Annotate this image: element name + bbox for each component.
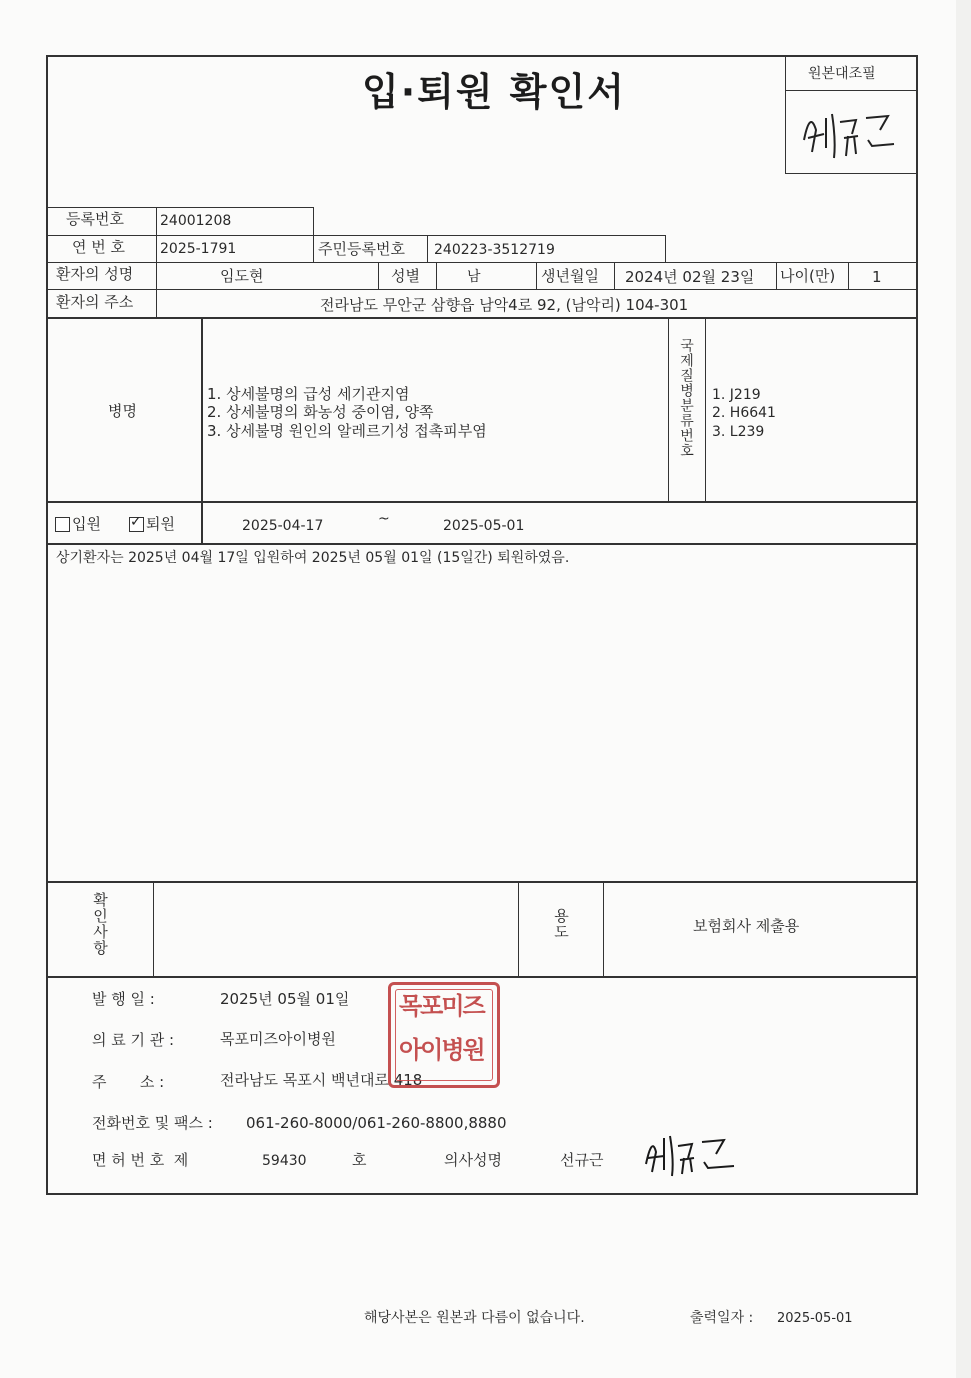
row1-right xyxy=(313,207,314,235)
diagnosis-label: 병명 xyxy=(108,402,137,420)
row3-top xyxy=(46,262,918,263)
issuer-address: 전라남도 목포시 백년대로 418 xyxy=(220,1071,423,1089)
row3-div2 xyxy=(378,262,379,289)
row3-div3 xyxy=(436,262,437,289)
seal-glyphs-bottom: 아이병원 xyxy=(399,1036,484,1064)
icd-code: 1. J219 xyxy=(712,387,761,403)
age-label: 나이(만) xyxy=(780,267,836,285)
admit-label: 입원 xyxy=(72,515,101,533)
discharge-label: 퇴원 xyxy=(146,515,175,533)
icd-code: 3. L239 xyxy=(712,424,765,440)
address-label: 환자의 주소 xyxy=(56,293,134,311)
birth-label: 생년월일 xyxy=(541,267,599,285)
stay-top xyxy=(46,501,918,503)
row2-div3 xyxy=(427,235,428,262)
body-text: 상기환자는 2025년 04월 17일 입원하여 2025년 05월 01일 (15일간) 퇴원하였음. xyxy=(56,550,570,566)
row3-div5 xyxy=(614,262,615,289)
row2-right xyxy=(665,235,666,262)
stay-to: 2025-05-01 xyxy=(443,518,525,534)
confirm-div3 xyxy=(603,881,604,977)
frame-right xyxy=(916,55,918,1195)
confirm-bottom xyxy=(46,976,918,978)
seal-glyphs-top: 목포미즈 xyxy=(399,992,484,1020)
doctor-signature xyxy=(640,1130,740,1180)
row3-div4 xyxy=(536,262,537,289)
row2-div1 xyxy=(156,235,157,262)
patient-address: 전라남도 무안군 삼향읍 남악4로 92, (남악리) 104-301 xyxy=(320,296,689,314)
age: 1 xyxy=(872,268,882,286)
stay-tilde: ~ xyxy=(378,511,390,527)
license-no: 59430 xyxy=(262,1153,307,1169)
patient-name: 임도현 xyxy=(220,267,264,285)
diag-div1 xyxy=(201,317,203,543)
phone-label: 전화번호 및 팩스 : xyxy=(92,1114,213,1132)
diagnosis-item: 2. 상세불명의 화농성 중이염, 양쪽 xyxy=(207,403,434,421)
institution: 목포미즈아이병원 xyxy=(220,1030,336,1048)
institution-label: 의 료 기 관 : xyxy=(92,1031,175,1049)
print-date: 2025-05-01 xyxy=(777,1311,853,1326)
sex-label: 성별 xyxy=(391,267,420,285)
diag-div2 xyxy=(668,317,669,502)
reg-no: 24001208 xyxy=(160,213,232,229)
diagnosis-item: 3. 상세불명 원인의 알레르기성 접촉피부염 xyxy=(207,422,487,440)
issuer-address-label: 주 소 : xyxy=(92,1073,165,1091)
serial-label: 연 번 호 xyxy=(72,238,126,256)
license-label: 면 허 번 호 제 xyxy=(92,1151,189,1169)
serial: 2025-1791 xyxy=(160,241,237,257)
phone: 061-260-8000/061-260-8800,8880 xyxy=(246,1114,507,1132)
diagnosis-item: 1. 상세불명의 급성 세기관지염 xyxy=(207,385,410,403)
row3-div6 xyxy=(776,262,777,289)
reg-no-label: 등록번호 xyxy=(66,210,124,228)
row2-div2 xyxy=(313,235,314,262)
row2-top xyxy=(46,235,666,236)
issue-date-label: 발 행 일 : xyxy=(92,990,155,1008)
resident-no: 240223-3512719 xyxy=(434,242,555,258)
icd-code-label: 국제질병분류번호 xyxy=(678,338,694,458)
diag-div3 xyxy=(705,317,706,502)
doctor-name: 선규근 xyxy=(560,1151,604,1169)
doctor-label: 의사성명 xyxy=(444,1151,502,1169)
row4-div1 xyxy=(156,289,157,317)
resident-label: 주민등록번호 xyxy=(318,240,405,258)
row1-top xyxy=(46,207,314,208)
original-box-signature xyxy=(796,100,906,166)
row1-div xyxy=(156,207,157,235)
stay-from: 2025-04-17 xyxy=(242,518,324,534)
hospital-seal xyxy=(388,982,500,1088)
icd-code: 2. H6641 xyxy=(712,405,776,421)
issue-date: 2025년 05월 01일 xyxy=(220,990,350,1008)
confirm-div2 xyxy=(518,881,519,977)
purpose-label: 용도 xyxy=(552,908,570,940)
admit-checkbox[interactable] xyxy=(55,517,70,532)
orig-box-bottom xyxy=(785,173,916,174)
diag-top xyxy=(46,317,918,319)
orig-box-left xyxy=(785,57,786,174)
footer-note: 해당사본은 원본과 다름이 없습니다. xyxy=(364,1310,585,1326)
frame-top xyxy=(46,55,918,57)
confirm-div1 xyxy=(153,881,154,977)
row4-top xyxy=(46,289,918,290)
original-box-label: 원본대조필 xyxy=(808,66,876,82)
license-suffix: 호 xyxy=(352,1151,367,1169)
discharge-checkbox[interactable] xyxy=(129,517,144,532)
frame-left xyxy=(46,55,48,1195)
row3-div1 xyxy=(156,262,157,289)
orig-box-mid xyxy=(785,90,916,91)
body-top xyxy=(46,543,918,545)
birth: 2024년 02월 23일 xyxy=(625,268,755,286)
print-date-label: 출력일자 : xyxy=(690,1310,754,1326)
document-title: 입·퇴원 확인서 xyxy=(362,70,626,114)
sex: 남 xyxy=(467,269,481,285)
confirm-top xyxy=(46,881,918,883)
name-label: 환자의 성명 xyxy=(56,265,134,283)
row3-div7 xyxy=(848,262,849,289)
confirm-label: 확인사항 xyxy=(91,892,109,956)
purpose: 보험회사 제출용 xyxy=(693,917,800,935)
frame-bottom xyxy=(46,1193,918,1195)
